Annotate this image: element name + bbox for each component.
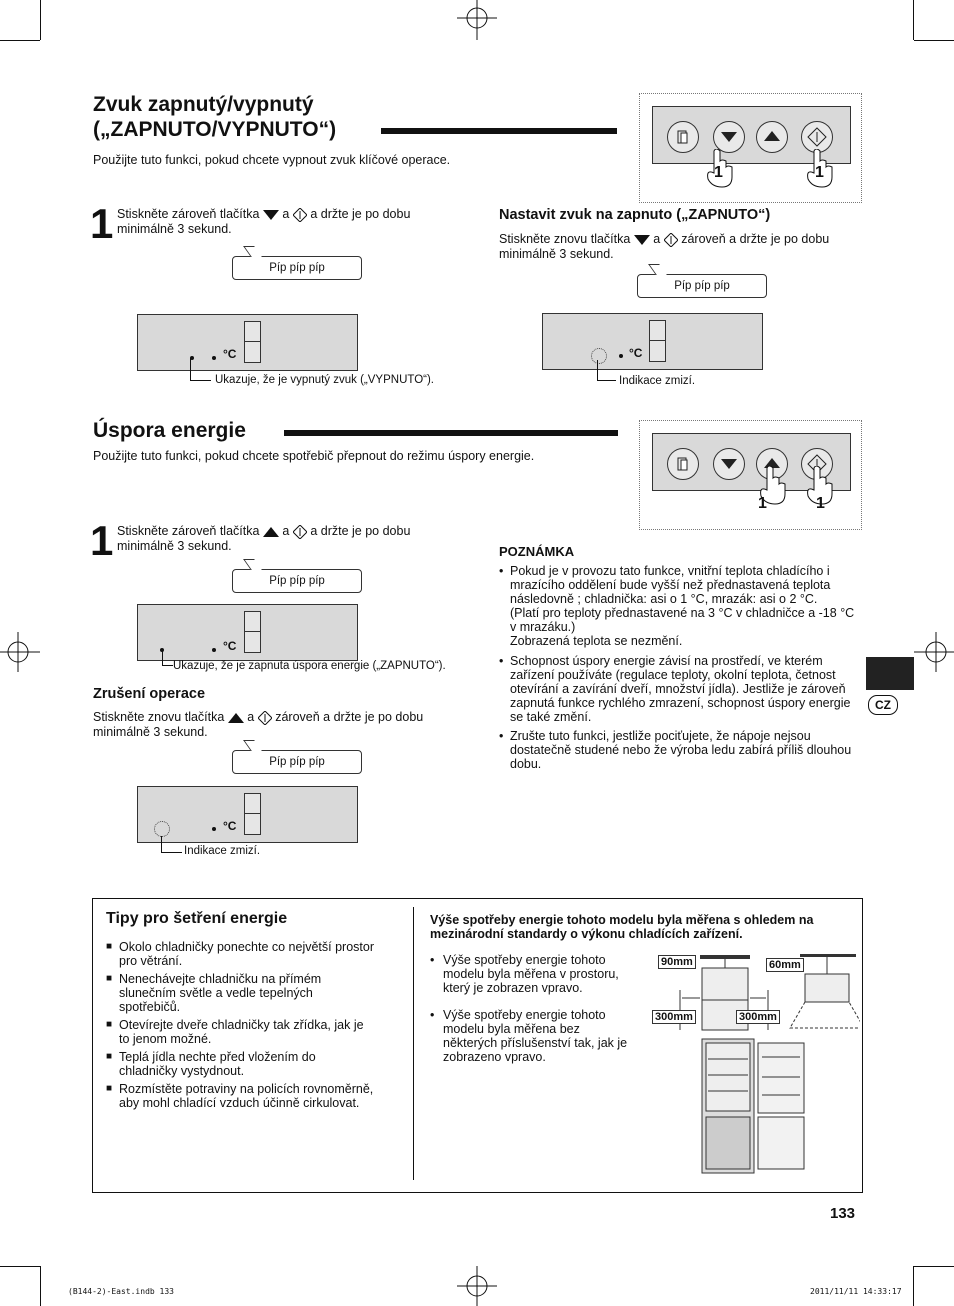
fridge-button-icon (667, 448, 699, 480)
step-text-line2: minimálně 3 sekund. (117, 538, 232, 553)
step-text-line2: minimálně 3 sekund. (117, 221, 232, 236)
sub-title-on: Nastavit zvuk na zapnuto („ZAPNUTO“) (499, 207, 771, 223)
tips-right-item: • Výše spotřeby energie tohoto modelu byla měřena v prostoru, který je zobrazen vpravo. (430, 953, 645, 995)
indicator-gone-circle (154, 821, 170, 837)
sub-text-pre: Stiskněte znovu tlačítka (499, 232, 631, 246)
note-line: dostatečně studené nebo že výroba ledu zabírá příliš dlouhou (510, 743, 852, 757)
section2-title: Úspora energie (93, 419, 246, 442)
tip-line: spotřebičů. (119, 1000, 181, 1014)
note-line: dobu. (510, 757, 542, 771)
note-line: zařízení používáte (regulace teploty, okolní teplota, četnost (510, 668, 836, 682)
section2-intro: Použijte tuto funkci, pokud chcete spotřebič přepnout do režimu úspory energie. (93, 449, 535, 463)
tips-right-title-line: mezinárodní standardy o výkonu chladících zařízení. (430, 927, 743, 941)
language-tab (866, 657, 914, 690)
note-line: v mrazáku.) (510, 620, 576, 634)
digit-segment (244, 321, 261, 363)
up-arrow-icon (228, 713, 244, 723)
registration-mark (914, 628, 954, 676)
note-line: mrazícího oddělení bude vyšší než přednastavená teplota (510, 578, 831, 592)
tips-right-line: zobrazeno vpravo. (443, 1050, 546, 1064)
step-number: 1 (90, 200, 114, 247)
section1-title-line1: Zvuk zapnutý/vypnutý (93, 93, 314, 116)
footer-right: 2011/11/11 14:33:17 (810, 1287, 902, 1296)
note-line: Pokud je v provozu tato funkce, vnitřní teplota chladícího i (510, 564, 830, 578)
crop-mark (914, 40, 954, 41)
down-arrow-icon (634, 235, 650, 245)
indicator-dot (212, 827, 216, 831)
tip-line: Teplá jídla nechte před vložením do (119, 1050, 316, 1064)
page-number: 133 (830, 1205, 856, 1222)
indicator-dot (212, 356, 216, 360)
step-number: 1 (90, 517, 114, 564)
tips-divider (413, 907, 414, 1180)
step-text-pre: Stiskněte zároveň tlačítka (117, 524, 260, 538)
celsius-label: °C (223, 819, 237, 833)
down-arrow-icon (263, 210, 279, 220)
indicator-eco-label: Ukazuje, že je zapnuta úspora energie („ZAPNUTO“). (173, 660, 446, 672)
tips-title: Tipy pro šetření energie (106, 910, 288, 927)
indicator-dot (212, 648, 216, 652)
tips-right-line: modelu byla měřena v prostoru, (443, 967, 619, 981)
tip-line: Okolo chladničky ponechte co největší prostor (119, 940, 374, 954)
crop-mark (913, 0, 914, 40)
up-button-icon (756, 121, 788, 153)
up-arrow-icon (263, 527, 279, 537)
note-line: Schopnost úspory energie závisí na prostředí, ve kterém (510, 654, 823, 668)
note-line: se také změní. (510, 710, 592, 724)
cancel-text-pre: Stiskněte znovu tlačítka (93, 710, 225, 724)
celsius-label: °C (629, 346, 643, 360)
sub-text-post: zároveň a držte je po dobu (681, 232, 830, 246)
registration-mark (453, 0, 501, 40)
beep-bubble: Píp píp píp (637, 274, 767, 298)
beep-bubble: Píp píp píp (232, 256, 362, 280)
callout-line (161, 836, 182, 853)
beep-bubble: Píp píp píp (232, 750, 362, 774)
indicator-gone-label: Indikace zmizí. (619, 375, 696, 387)
dim-label: 90mm (658, 955, 696, 969)
digit-segment (649, 320, 666, 362)
step-text (117, 207, 467, 236)
display-on (542, 313, 763, 370)
dim-label: 300mm (736, 1010, 780, 1024)
title-rule (381, 128, 617, 134)
note-line: Zobrazená teplota se nezmění. (510, 634, 683, 648)
note-line: (Platí pro teploty přednastavené na 3 °C v chladničce a -18 °C (510, 606, 855, 620)
note-line: otevírání a zavírání dveří, množství jídla). Jestliže je zároveň (510, 682, 846, 696)
crop-mark (40, 0, 41, 40)
step-text (117, 524, 467, 553)
control-panel-illustration (639, 93, 862, 203)
note-line: zapnutá funkce rychlého zmrazení, schopnost úspory energie (510, 696, 851, 710)
digit-segment (244, 793, 261, 835)
sub-text-line2: minimálně 3 sekund. (499, 246, 614, 261)
express-icon (258, 711, 272, 725)
display-off (137, 314, 358, 371)
tips-right-line: modelu byla měřena bez (443, 1022, 580, 1036)
cancel-title: Zrušení operace (93, 686, 206, 702)
note-item: • Schopnost úspory energie závisí na prostředí, ve kterém zařízení používáte (regulace teploty, okolní teplota, četnost otevírání a zavírání dveří, množství jídla). Jestliže je zároveň zapnutá funkce rychlého zmrazení, schopnost úspory energie se také změní. (499, 654, 869, 724)
tip-line: to jenom možné. (119, 1032, 212, 1046)
step-text-mid: a (282, 207, 290, 221)
sub-text (499, 232, 869, 261)
express-icon (293, 525, 307, 539)
tip-line: chladničky vystydnout. (119, 1064, 245, 1078)
tips-right-line: některých příslušenství tak, jak je (443, 1036, 628, 1050)
tips-right-line: Výše spotřeby energie tohoto (443, 1008, 606, 1022)
express-icon (293, 208, 307, 222)
footer-left: (B144-2)-East.indb 133 (68, 1287, 174, 1296)
panel-label: 1 (815, 164, 824, 181)
tips-list: ■ Okolo chladničky ponechte co největší prostor pro větrání. ■ Nenechávejte chladničku na přímém slunečním světle a vedle tepelných spotřebičů. ■ Otevírejte dveře chladničky tak zřídka, jak je to jenom možné. ■ Teplá jídla nechte před vložením do chladničky vystydnout. ■ Rozmístěte potraviny na policích rovnoměrně, aby mohl chladící vzduch účinně cirkulovat. (106, 940, 406, 1114)
callout-line (162, 649, 173, 666)
indicator-gone-label: Indikace zmizí. (184, 845, 261, 857)
fridge-button-icon (667, 121, 699, 153)
dim-label: 300mm (652, 1010, 696, 1024)
step-text-post: a držte je po dobu (310, 524, 411, 538)
panel-label: 1 (758, 495, 767, 512)
tips-right-title (430, 913, 855, 941)
note-line: Zrušte tuto funkci, jestliže pociťujete, že nápoje nejsou (510, 729, 811, 743)
express-icon (664, 233, 678, 247)
cancel-text (93, 710, 473, 739)
crop-mark (913, 1266, 914, 1306)
step-text-post: a držte je po dobu (310, 207, 411, 221)
step-text-mid: a (282, 524, 290, 538)
crop-mark (914, 1266, 954, 1267)
panel-label: 1 (714, 164, 723, 181)
note-title: POZNÁMKA (499, 544, 575, 559)
tip-line: aby mohl chladící vzduch účinně cirkulovat. (119, 1096, 360, 1110)
registration-mark (0, 628, 40, 676)
tip-line: Otevírejte dveře chladničky tak zřídka, jak je (119, 1018, 364, 1032)
tips-right-line: Výše spotřeby energie tohoto (443, 953, 606, 967)
celsius-label: °C (223, 347, 237, 361)
crop-mark (0, 1266, 40, 1267)
section1-title-line2: („ZAPNUTO/VYPNUTO“) (93, 118, 337, 141)
note-item: • Pokud je v provozu tato funkce, vnitřní teplota chladícího i mrazícího oddělení bude vyšší než přednastavená teplota následovně ; chladnička: asi o 1 °C, mrazák: asi o 2 °C. (Platí pro teploty přednastavené na 3 °C v chladničce a -18 °C v mrazáku.) Zobrazená teplota se nezmění. (499, 564, 869, 648)
step-text-pre: Stiskněte zároveň tlačítka (117, 207, 260, 221)
tips-right-title-line: Výše spotřeby energie tohoto modelu byla měřena s ohledem na (430, 913, 814, 927)
title-rule (284, 430, 618, 436)
crop-mark (0, 40, 40, 41)
crop-mark (40, 1266, 41, 1306)
display-eco-off (137, 786, 358, 843)
tips-right-line: který je zobrazen vpravo. (443, 981, 583, 995)
tip-line: Rozmístěte potraviny na policích rovnoměrně, (119, 1082, 374, 1096)
control-panel-illustration (639, 420, 862, 530)
indicator-dot (619, 354, 623, 358)
fridge-interior-illustration (700, 1037, 810, 1177)
panel-label: 1 (816, 495, 825, 512)
language-badge: CZ (868, 695, 898, 715)
tip-line: Nenechávejte chladničku na přímém (119, 972, 322, 986)
indicator-off-label: Ukazuje, že je vypnutý zvuk („VYPNUTO“). (215, 374, 434, 386)
registration-mark (453, 1266, 501, 1306)
digit-segment (244, 611, 261, 653)
dim-label: 60mm (766, 958, 804, 972)
down-button-icon (713, 448, 745, 480)
tip-line: slunečním světle a vedle tepelných (119, 986, 313, 1000)
cancel-text-mid: a (247, 710, 255, 724)
celsius-label: °C (223, 639, 237, 653)
callout-line (190, 358, 211, 381)
callout-line (597, 360, 616, 381)
tips-right-item: • Výše spotřeby energie tohoto modelu byla měřena bez některých příslušenství tak, jak je zobrazeno vpravo. (430, 1008, 645, 1064)
sub-text-mid: a (653, 232, 661, 246)
beep-bubble: Píp píp píp (232, 569, 362, 593)
section1-intro: Použijte tuto funkci, pokud chcete vypnout zvuk klíčové operace. (93, 153, 451, 167)
cancel-text-post: zároveň a držte je po dobu (275, 710, 424, 724)
note-line: následovně ; chladnička: asi o 1 °C, mrazák: asi o 2 °C. (510, 592, 818, 606)
note-item: • Zrušte tuto funkci, jestliže pociťujete, že nápoje nejsou dostatečně studené nebo že výroba ledu zabírá příliš dlouhou dobu. (499, 729, 869, 771)
tip-line: pro větrání. (119, 954, 183, 968)
cancel-text-line2: minimálně 3 sekund. (93, 724, 208, 739)
